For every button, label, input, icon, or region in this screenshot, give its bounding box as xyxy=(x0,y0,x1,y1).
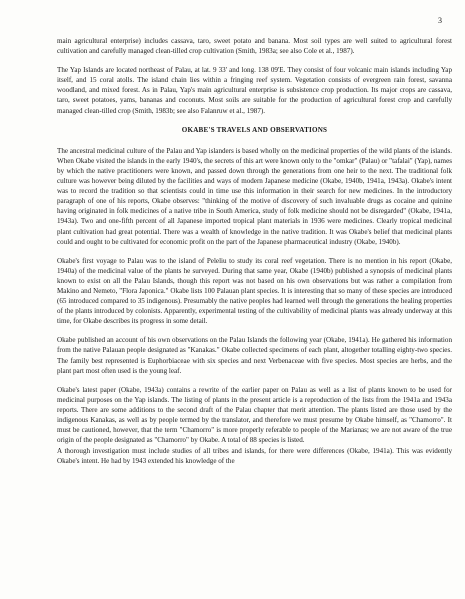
paragraph-first-voyage: Okabe's first voyage to Palau was to the island of Peleliu to study its coral reef vegetation. There is no mention in his report (Okabe, 1940a) of the medicinal value of the plants he surveyed. During that same year, Okabe (1940b) published a synopsis of medicinal plants known to exist on all the Palau Islands, though this report was not based on his own observations but was rather a compilation from Makino and Nemeto, "Flora Japonica." Okabe lists 100 Palauan plant species. It is interesting that so many of these species are introduced (65 introduced compared to 35 indigenous). Presumably the native peoples had learned well through the generations the healing properties of the plants introduced by colonists. Apparently, experimental testing of the cultivability of medicinal plants was already underway at this time, for Okabe describes its progress in some detail. xyxy=(57,256,452,326)
paragraph-medicinal-culture: The ancestral medicinal culture of the Palau and Yap islanders is based wholly on the medicinal properties of the wild plants of the islands. When Okabe visited the islands in the early 1940's, the secrets of this art were known only to the "omkar" (Palau) or "tafalai" (Yap), names by which the native practitioners were known, and passed down through the generations from one heir to the next. The traditional folk culture was however being diluted by the facilities and ways of modern Japanese medicine (Okabe, 1940b, 1941a, 1943a). Okabe's intent was to record the tradition so that scientists could in time use this information in their search for new medicines. In the introductory paragraph of one of his reports, Okabe observes: "thinking of the motive of discovery of such invaluable drugs as cocaine and quinine having originated in folk medicines of a native tribe in South America, study of folk medicine should not be disregarded" (Okabe, 1941a, 1943a). Two and one-fifth percent of all Japanese imported tropical plant materials in 1936 were medicines. Clearly tropical medicinal plant cultivation had great potential. There was a wealth of knowledge in the native tradition. It was Okabe's belief that medicinal plants could and ought to be cultivated for economic profit on the part of the Japanese pharmaceutical industry (Okabe, 1940b). xyxy=(57,146,452,246)
paragraph-yap-islands: The Yap Islands are located northeast of Palau, at lat. 9 33' and long. 138 09'E. They consist of four volcanic main islands including Yap itself, and 15 coral atolls. The island chain lies within a fringing reef system. Vegetation consists of evergreen rain forest, savanna woodland, and mixed forest. As in Palau, Yap's main agricultural enterprise is subsistence crop production. Its major crops are cassava, taro, sweet potatoes, yams, bananas and coconuts. Most soils are suitable for the production of agricultural forest crop and carefully managed clean-tilled crop (Smith, 1983b; see also Falanruw et al., 1987). xyxy=(57,66,452,115)
page-number: 3 xyxy=(438,16,442,25)
body-text xyxy=(57,36,452,475)
paragraph-latest-paper: Okabe's latest paper (Okabe, 1943a) contains a rewrite of the earlier paper on Palau as well as a list of plants known to be used for medicinal purposes on the Yap islands. The listing of plants in the present article is a reproduction of the lists from the 1941a and 1943a reports. There are some additions to the second draft of the Palau chapter that merit attention. The plants listed are those used by the indigenous Kanakas, as well as by people termed by the translator, and therefore we must presume by Okabe himself, as "Chamorro". It must be cautioned, however, that the term "Chamorro" is more properly referable to people of the Marianas; we are not aware of the true origin of the people designated as "Chamorro" by Okabe. A total of 88 species is listed. xyxy=(57,385,452,445)
section-heading: OKABE'S TRAVELS AND OBSERVATIONS xyxy=(181,125,328,134)
paragraph-palau-observations: Okabe published an account of his own observations on the Palau Islands the following year (Okabe, 1941a). He gathered his information from the native Palauan people designated as "Kanakas." Okabe collected specimens of each plant, altogether totalling eighty-two species. The family best represented is Euphorbiaceae with six species and next Verbenaceae with five species. Most species are herbs, and the plant part most often used is the young leaf. xyxy=(57,336,452,375)
paragraph-agriculture-palau: main agricultural enterprise) includes cassava, taro, sweet potato and banana. Most soil types are well suited to agricultural forest cultivation and carefully managed clean-tilled crop cultivation (Smith, 1983a; see also Cole et al., 1987). xyxy=(57,37,452,56)
paragraph-thorough-investigation: A thorough investigation must include studies of all tribes and islands, for there were differences (Okabe, 1941a). This was evidently Okabe's intent. He had by 1943 extended his knowledge of the xyxy=(57,447,452,466)
